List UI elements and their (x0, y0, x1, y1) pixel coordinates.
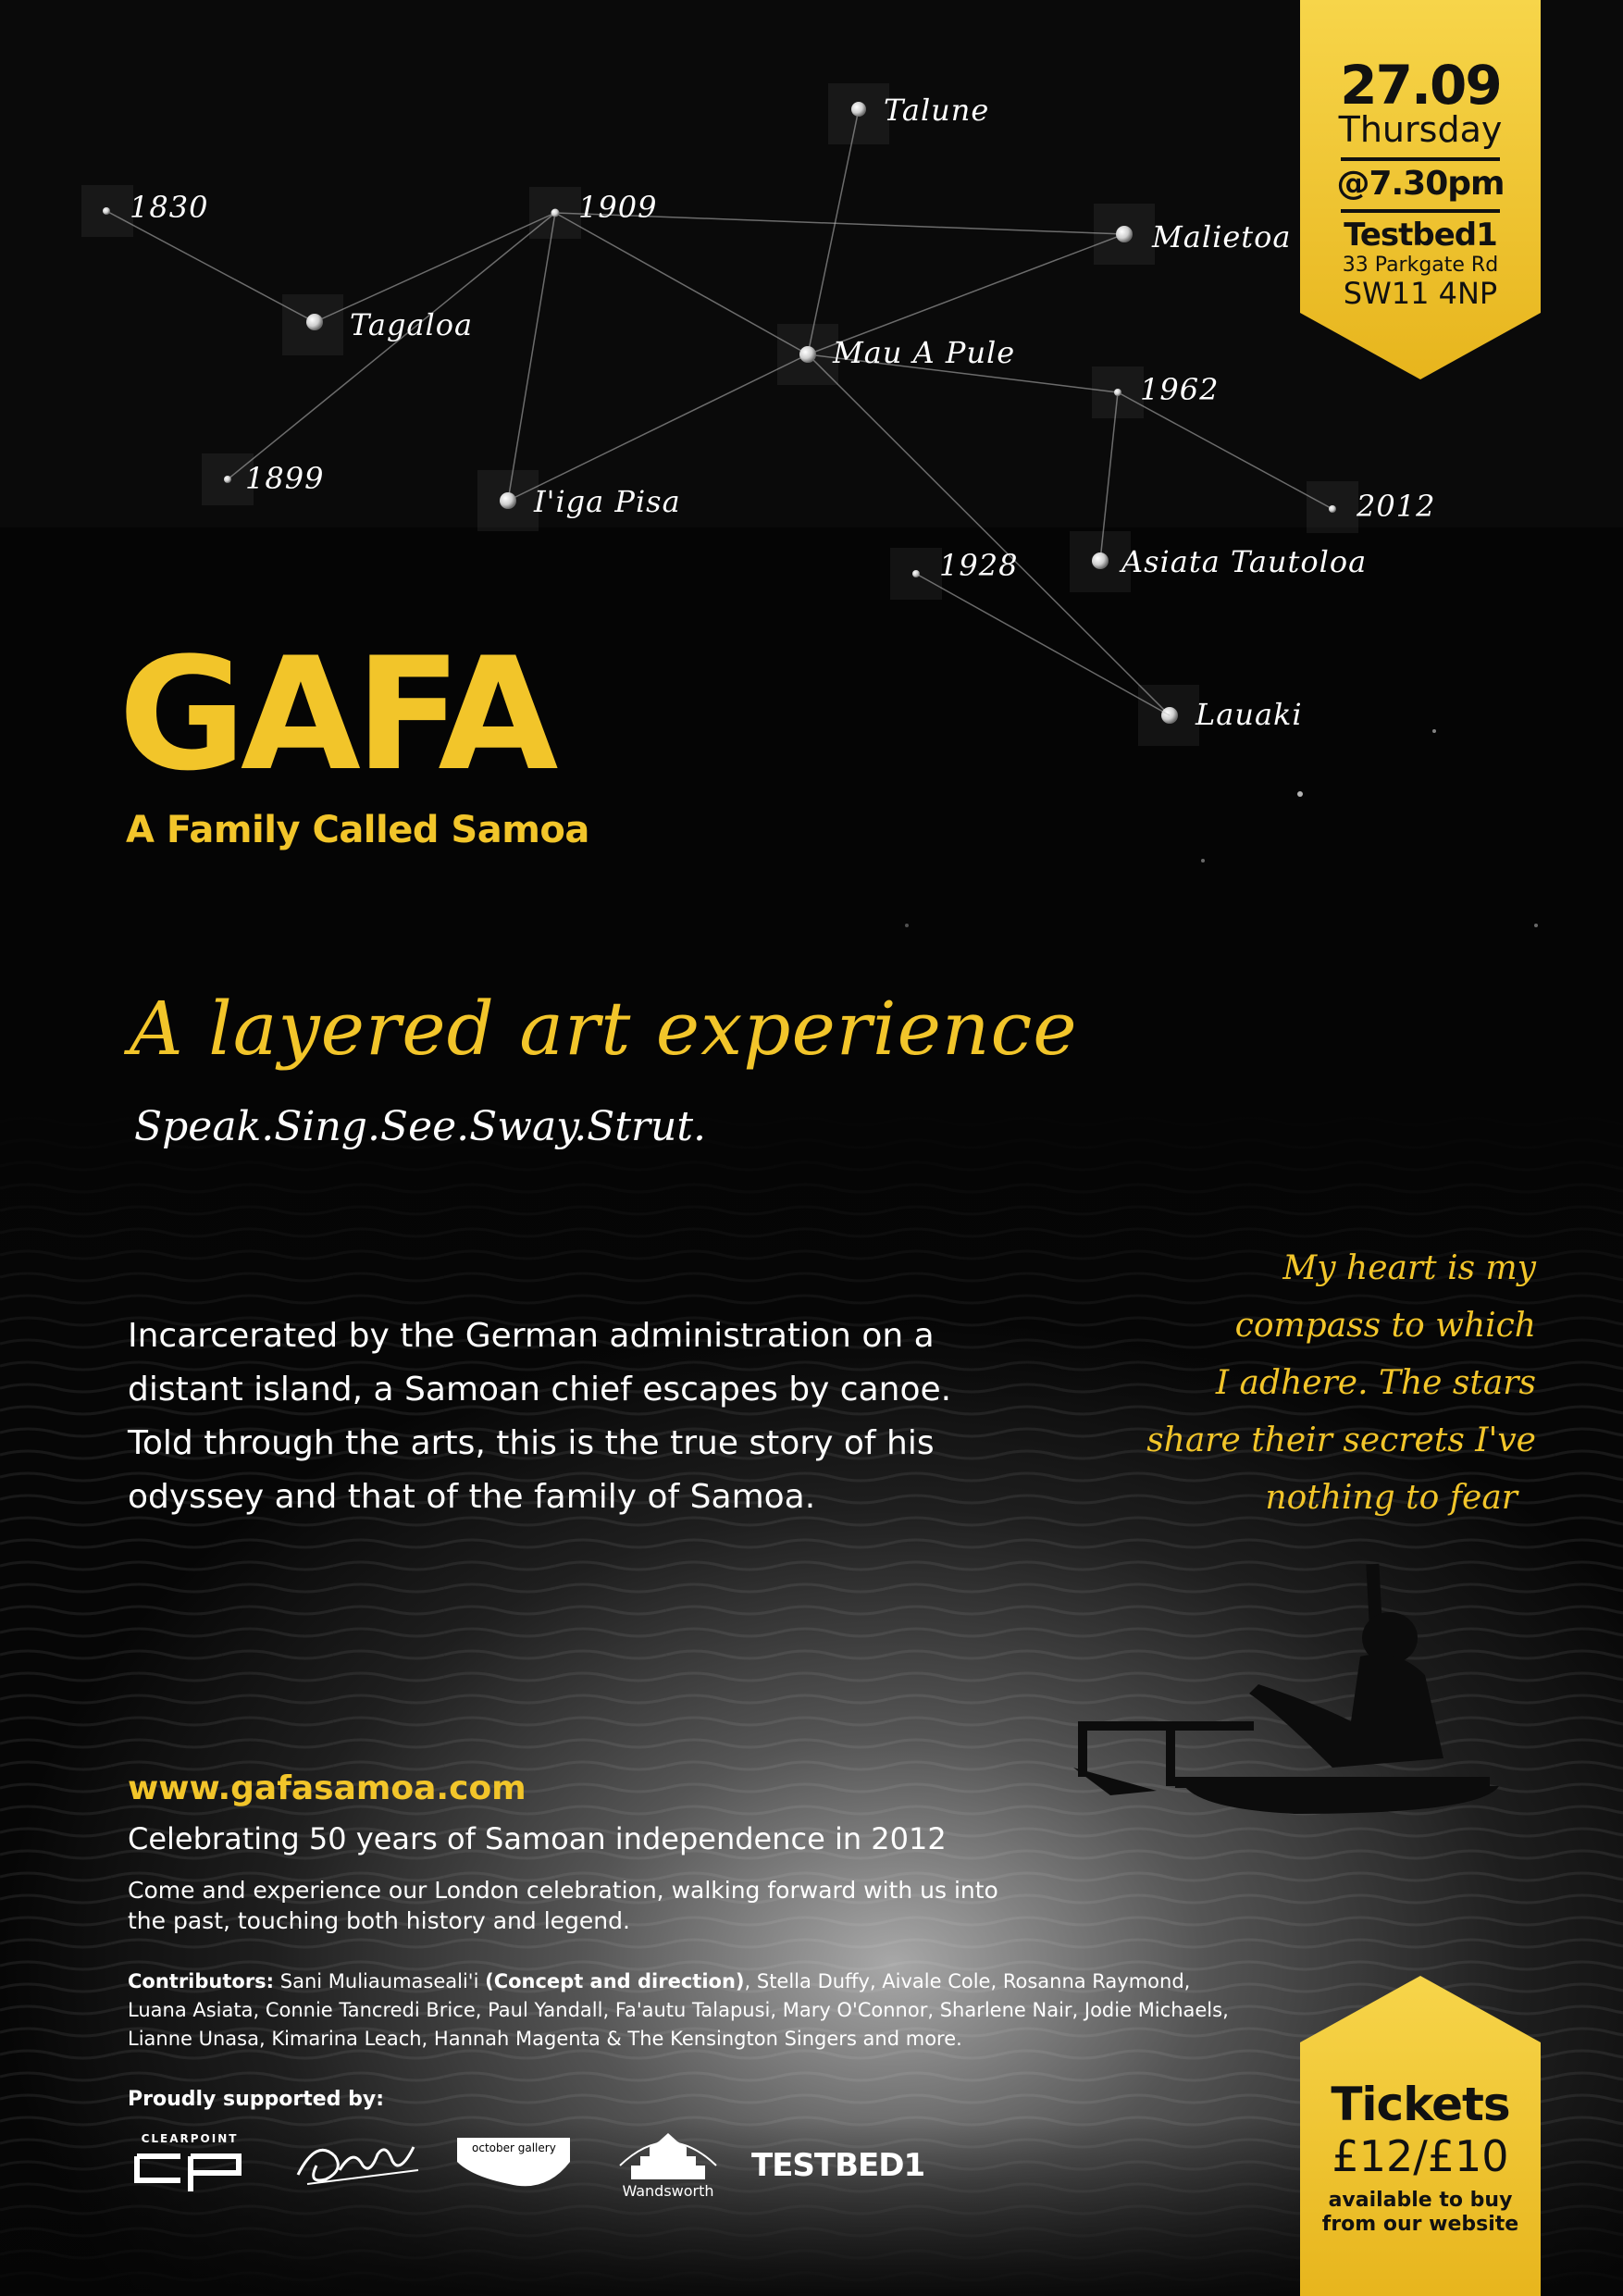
star-label-lauaki: Lauaki (1196, 697, 1303, 732)
tickets-note-1: available to buy (1328, 2189, 1513, 2212)
event-date-banner (1300, 0, 1541, 379)
quote-line: nothing to fear (1265, 1479, 1518, 1517)
event-address: 33 Parkgate Rd (1342, 254, 1499, 277)
artist-signature-logo (289, 2128, 427, 2203)
testbed1-logo: TESTBED1 (751, 2147, 925, 2184)
star-label-talune: Talune (884, 93, 990, 128)
tickets-heading: Tickets (1331, 2078, 1510, 2131)
contributor-lead-role: (Concept and direction) (485, 1970, 745, 1992)
star-label-2012: 2012 (1357, 489, 1436, 524)
october-gallery-logo (453, 2128, 574, 2203)
contributor-lead-name: Sani Muliaumaseali'i (279, 1970, 479, 1992)
star-label-malietoa: Malietoa (1152, 219, 1292, 254)
event-day: Thursday (1338, 109, 1503, 150)
star-label-1899: 1899 (245, 461, 325, 496)
tickets-note-2: from our website (1321, 2213, 1519, 2236)
star-label-asiata-tautoloa: Asiata Tautoloa (1121, 544, 1368, 579)
quote-line: compass to which (1234, 1307, 1536, 1345)
quote-line: I adhere. The stars (1215, 1364, 1536, 1402)
quote-line: share their secrets I've (1146, 1421, 1536, 1459)
star-label-1962: 1962 (1140, 372, 1220, 407)
star-label-tagaloa: Tagaloa (350, 307, 474, 342)
october-gallery-text: october gallery (472, 2141, 556, 2154)
page-title: GAFA (118, 624, 553, 805)
contributors-heading: Contributors: (128, 1970, 275, 1992)
supported-by-heading: Proudly supported by: (128, 2088, 384, 2111)
wandsworth-logo (613, 2128, 724, 2203)
tickets-price: £12/£10 (1332, 2131, 1509, 2181)
wandsworth-text: Wandsworth (622, 2182, 714, 2200)
event-postcode: SW11 4NP (1343, 276, 1498, 311)
page-subtitle: A Family Called Samoa (126, 809, 589, 851)
website-link[interactable]: www.gafasamoa.com (128, 1769, 527, 1807)
star-label-1909: 1909 (578, 190, 658, 225)
event-time: @7.30pm (1336, 165, 1505, 203)
invite-text: Come and experience our London celebration, walking forward with us into the past, touching both history and legend. (128, 1877, 998, 1934)
star-label-1830: 1830 (130, 190, 209, 225)
celebration-line: Celebrating 50 years of Samoan independence in 2012 (128, 1821, 947, 1856)
clearpoint-logo-text: CLEARPOINT (141, 2132, 239, 2145)
story-paragraph: Incarcerated by the German administration on a distant island, a Samoan chief escapes by canoe. Told through the arts, this is the true story of his odyssey and that of the family of Samoa. (128, 1317, 952, 1516)
event-venue: Testbed1 (1344, 217, 1497, 254)
contributors (128, 1967, 1238, 2054)
contributors-list: , Stella Duffy, Aivale Cole, Rosanna Raymond, Luana Asiata, Connie Tancredi Brice, Paul Yandall, Fa'autu Talapusi, Mary O'Connor, Sharlene Nair, Jodie Michaels, Lianne Unasa, Kimarina Leach, Hannah Magenta & The Kensington Singers and more. (128, 1970, 1229, 2050)
tagline: A layered art experience (130, 986, 1078, 1072)
tickets-banner (1300, 1976, 1541, 2296)
star-label-1928: 1928 (939, 548, 1019, 583)
quote-line: My heart is my (1282, 1249, 1536, 1287)
star-label-mau-a-pule: Mau A Pule (833, 335, 1016, 370)
quote (1073, 1240, 1536, 1527)
star-label-iiga-pisa: I'iga Pisa (534, 484, 681, 519)
event-date: 27.09 (1340, 54, 1501, 117)
motto: Speak.Sing.See.Sway.Strut. (134, 1103, 707, 1150)
clearpoint-logo (130, 2128, 250, 2203)
